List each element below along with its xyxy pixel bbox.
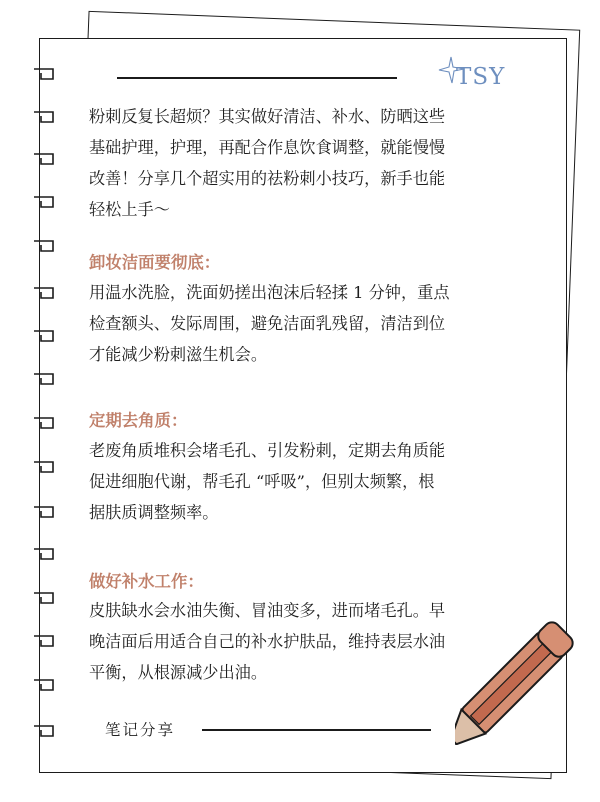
pencil-icon: [455, 585, 600, 745]
notebook-ring-icon: [33, 327, 59, 342]
header-rule: [117, 77, 397, 79]
section-heading-exfoliation: 定期去角质：: [89, 411, 188, 430]
notebook-ring-icon: [33, 108, 59, 123]
notebook-ring-icon: [33, 193, 59, 208]
notebook-ring-icon: [33, 370, 59, 385]
footer-rule: [202, 729, 431, 731]
intro-paragraph: 粉刺反复长超烦？其实做好清洁、补水、防晒这些 基础护理，护理，再配合作息饮食调整，就能慢慢 改善！分享几个超实用的祛粉刺小技巧，新手也能 轻松上手～: [89, 107, 446, 219]
notebook-ring-icon: [33, 503, 59, 518]
footer-label: 笔记分享: [105, 721, 176, 739]
notebook-ring-icon: [33, 65, 59, 80]
notebook-ring-icon: [33, 150, 59, 165]
notebook-ring-icon: [33, 237, 59, 252]
brand-logo: [437, 55, 517, 95]
section-heading-hydration: 做好补水工作：: [89, 572, 204, 591]
notebook-ring-icon: [33, 722, 59, 737]
notebook-ring-icon: [33, 632, 59, 647]
notebook-ring-icon: [33, 458, 59, 473]
notebook-ring-icon: [33, 284, 59, 299]
logo-text: TSY: [456, 64, 506, 90]
section-body-hydration: 皮肤缺水会水油失衡、冒油变多，进而堵毛孔。早 晚洁面后用适合自己的补水护肤品，维持表层水油 平衡，从根源减少出油。: [89, 601, 446, 682]
notebook-ring-icon: [33, 414, 59, 429]
section-heading-makeup-removal: 卸妆洁面要彻底：: [89, 253, 221, 272]
notebook-ring-icon: [33, 589, 59, 604]
notebook-ring-icon: [33, 545, 59, 560]
section-body-makeup-removal: 用温水洗脸，洗面奶搓出泡沫后轻揉 1 分钟，重点 检查额头、发际周围，避免洁面乳残留，清洁到位 才能减少粉刺滋生机会。: [89, 283, 450, 364]
section-body-exfoliation: 老废角质堆积会堵毛孔、引发粉刺，定期去角质能 促进细胞代谢，帮毛孔 “呼吸”，但别太频繁，根 据肤质调整频率。: [89, 441, 446, 522]
notebook-ring-icon: [33, 676, 59, 691]
